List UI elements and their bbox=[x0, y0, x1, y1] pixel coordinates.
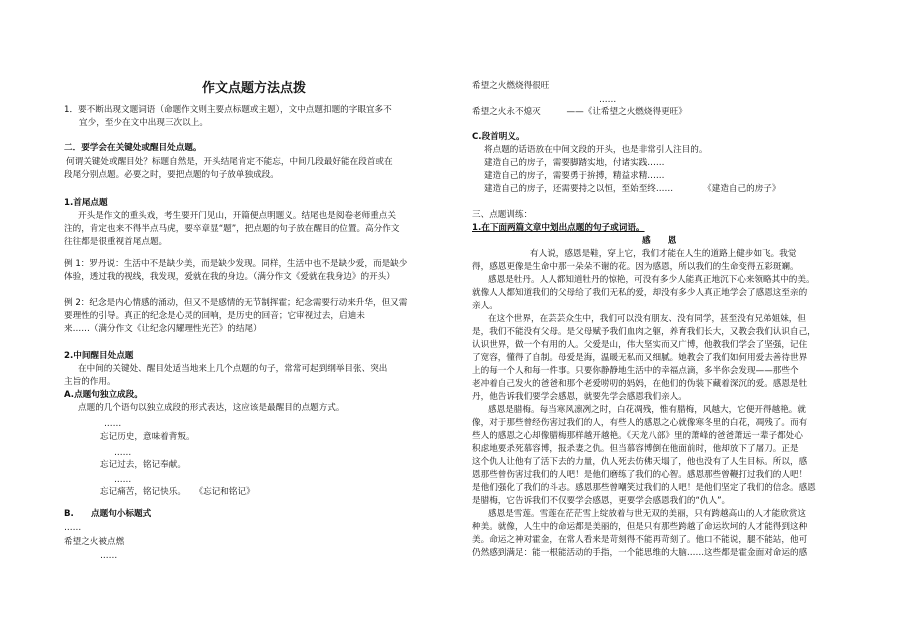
example-line: 希望之火燃烧得很旺 bbox=[472, 81, 550, 91]
subsection-heading: B. 点题句小标题式 bbox=[64, 509, 152, 519]
paragraph-line: 例 2：纪念是内心情感的涌动，但又不是感情的无节制挥霍；纪念需要行动来升华，但又需 bbox=[64, 298, 408, 308]
paragraph-line: 体验，透过我的视线，我发现，爱就在我的身边。（满分作文《爱就在我身边》的开头） bbox=[64, 272, 395, 282]
article-line: 这个仇人让他有了活下去的力量，仇人死去仿佛天塌了，他也没有了人生目标。所以，感 bbox=[472, 457, 808, 467]
paragraph-line: 主旨的作用。 bbox=[64, 377, 116, 387]
ellipsis-line: …… bbox=[114, 475, 132, 485]
article-line: 感恩是腊梅。每当寒风凛冽之时，白花凋残，惟有腊梅，风越大，它便开得越艳。就 bbox=[488, 405, 806, 415]
article-title: 感 恩 bbox=[642, 236, 677, 246]
article-line: 是，我们不能没有父母。是父母赋予我们血肉之躯，养育我们长大，又教会我们认识自己， bbox=[472, 327, 816, 337]
section-heading: 三、点题训练： bbox=[472, 210, 533, 220]
ellipsis-line: …… bbox=[100, 551, 118, 561]
subsection-heading: 1.首尾点题 bbox=[64, 198, 108, 208]
subsection-heading: A.点题句独立成段。 bbox=[64, 390, 143, 400]
article-line: 亲人。 bbox=[472, 301, 498, 311]
article-line: 上的每一个人和每一件事。只要你静静地生活中的幸福点滴，多半你会发现——那些个 bbox=[472, 366, 799, 376]
paragraph-line: 宜少，至少在文中出现三次以上。 bbox=[79, 118, 208, 128]
paragraph-line: 要理性的引导。真正的纪念是心灵的回响，是历史的回音；它审视过去，启迪未 bbox=[64, 311, 365, 321]
document-title: 作文点题方法点拨 bbox=[202, 81, 307, 96]
paragraph-line: 1．要不断出现文题词语（命题作文则主要点标题或主题），文中点题扣题的字眼宜多不 bbox=[64, 105, 392, 115]
article-line: 是腊梅，它告诉我们不仅要学会感恩，更要学会感恩我们的“仇人”。 bbox=[472, 496, 731, 506]
article-line: 在这个世界，在芸芸众生中，我们可以没有朋友、没有同学，甚至没有兄弟姐妹，但 bbox=[488, 314, 806, 324]
paragraph-line: 来……（满分作文《让纪念闪耀理性光芒》的结尾） bbox=[64, 324, 262, 334]
example-line: 忘记痛苦，铭记快乐。 《忘记和铭记》 bbox=[100, 487, 255, 497]
paragraph-line: 段尾分别点题。必要之时，要把点题的句子放单独成段。 bbox=[64, 170, 279, 180]
subsection-heading: C.段首明义。 bbox=[472, 132, 525, 142]
paragraph-line: 注的，肯定也来不得半点马虎，要卒章显“题”，把点题的句子放在醒目的位置。高分作文 bbox=[64, 224, 400, 234]
paragraph-line: 开头是作文的重头戏，考生要开门见山，开篇便点明题义。结尾也是阅卷老师重点关 bbox=[78, 211, 396, 221]
example-line: 忘记历史，意味着背叛。 bbox=[100, 432, 195, 442]
ellipsis-line: …… bbox=[114, 448, 132, 458]
example-line: 忘记过去，铭记奉献。 bbox=[100, 460, 186, 470]
article-line: 些人的感恩之心却像腊梅那样越开越艳。《天龙八部》里的萧峰的爸爸萧远一辈子都处心 bbox=[472, 431, 803, 441]
article-line: 种美。就像，人生中的命运都是美丽的，但是只有那些跨越了命运坎坷的人才能得到这种 bbox=[472, 522, 808, 532]
article-line: 得，感恩更像是生命中那一朵朵不谢的花。因为感恩，所以我们的生命变得五彩斑斓。 bbox=[472, 262, 799, 272]
paragraph-line: 何谓关键处或醒目处？标题自然是，开头结尾肯定不能忘，中间几段最好能在段首或在 bbox=[66, 157, 393, 167]
exercise-instruction: 1.在下面两篇文章中划出点题的句子或词语。 bbox=[472, 223, 645, 233]
article-line: 仍然感到满足：能一根能活动的手指，一个能思维的大脑……这些都是霍金面对命运的感 bbox=[472, 548, 808, 558]
article-line: 就像人人都知道我们的父母给了我们无私的爱，却没有多少人真正地学会了感恩这至亲的 bbox=[472, 288, 808, 298]
article-line: 美。命运之神对霍金，在常人看来是苛刻得不能再苛刻了。他口不能说，腿不能站，他可 bbox=[472, 535, 808, 545]
ellipsis-line: …… bbox=[599, 95, 617, 105]
paragraph-line: 点题的几个语句以独立成段的形式表达，这应该是最醒目的点题方式。 bbox=[78, 403, 345, 413]
article-line: 像，对于那些曾经伤害过我们的人，有些人的感恩之心就像寒冬里的白花，凋残了。而有 bbox=[472, 418, 808, 428]
ellipsis-line: …… bbox=[104, 419, 122, 429]
article-line: 是他们强化了我们的斗志。感恩那些曾嘲笑过我们的人吧！是他们坚定了我们的信念。感恩 bbox=[472, 483, 816, 493]
paragraph-line: 往往都是很重视首尾点题。 bbox=[64, 237, 168, 247]
paragraph-line: 将点题的话语放在中间文段的开头，也是非常引人注目的。 bbox=[484, 145, 708, 155]
example-line: 建造自己的房子，需要勇于拚搏，精益求精…… bbox=[484, 171, 665, 181]
example-line: 建造自己的房子，还需要持之以恒，至始至终…… 《建造自己的房子》 bbox=[484, 184, 781, 194]
example-line: 建造自己的房子，需要脚踏实地，付诸实践…… bbox=[484, 158, 665, 168]
article-line: 有人说，感恩是鞋，穿上它，我们才能在人生的道路上健步如飞。我觉 bbox=[530, 249, 797, 259]
paragraph-line: 例 1：罗丹说：生活中不是缺少美，而是缺少发现。同样，生活中也不是缺少爱，而是缺少 bbox=[64, 259, 408, 269]
article-line: 丹，他告诉我们要学会感恩，就要先学会感恩我们亲人。 bbox=[472, 392, 687, 402]
article-line: 感恩是雪莲。雪莲在茫茫雪上绽放着与世无双的美丽，只有跨越高山的人才能欣赏这 bbox=[488, 509, 806, 519]
section-heading: 二．要学会在关键处或醒目处点题。 bbox=[64, 143, 202, 153]
example-line: 希望之火被点燃 bbox=[64, 537, 125, 547]
article-line: 老冲着自己发火的爸爸和那个老爱唠叨的妈妈，在他们的伪装下藏着深沉的爱。感恩是牡 bbox=[472, 379, 808, 389]
article-line: 感恩是牡丹。人人都知道牡丹的惊艳，可没有多少人能真正地沉下心来领略其中的美。 bbox=[488, 275, 815, 285]
article-line: 了宽容，懂得了自制。母爱是海，温暖无私而又细腻。她教会了我们如何用爱去善待世界 bbox=[472, 353, 808, 363]
subsection-heading: 2.中间醒目处点题 bbox=[64, 351, 134, 361]
article-line: 认识世界，做一个有用的人。父爱是山，伟大坚实而又广博，他教我们学会了坚强，记住 bbox=[472, 340, 808, 350]
article-line: 恩那些曾伤害过我们的人吧！是他们磨练了我们的心智。感恩那些曾鞭打过我们的人吧！ bbox=[472, 470, 808, 480]
paragraph-line: 在中间的关键处、醒目处适当地来上几个点题的句子，常常可起到纲举目张、突出 bbox=[78, 364, 388, 374]
ellipsis-line: …… bbox=[64, 523, 82, 533]
article-line: 积虑地要杀死慕容博，报杀妻之仇。但当慕容博倒在他面前时，他却放下了屠刀。正是 bbox=[472, 444, 799, 454]
example-line: 希望之火永不熄灭 ——《让希望之火燃烧得更旺》 bbox=[472, 107, 687, 117]
